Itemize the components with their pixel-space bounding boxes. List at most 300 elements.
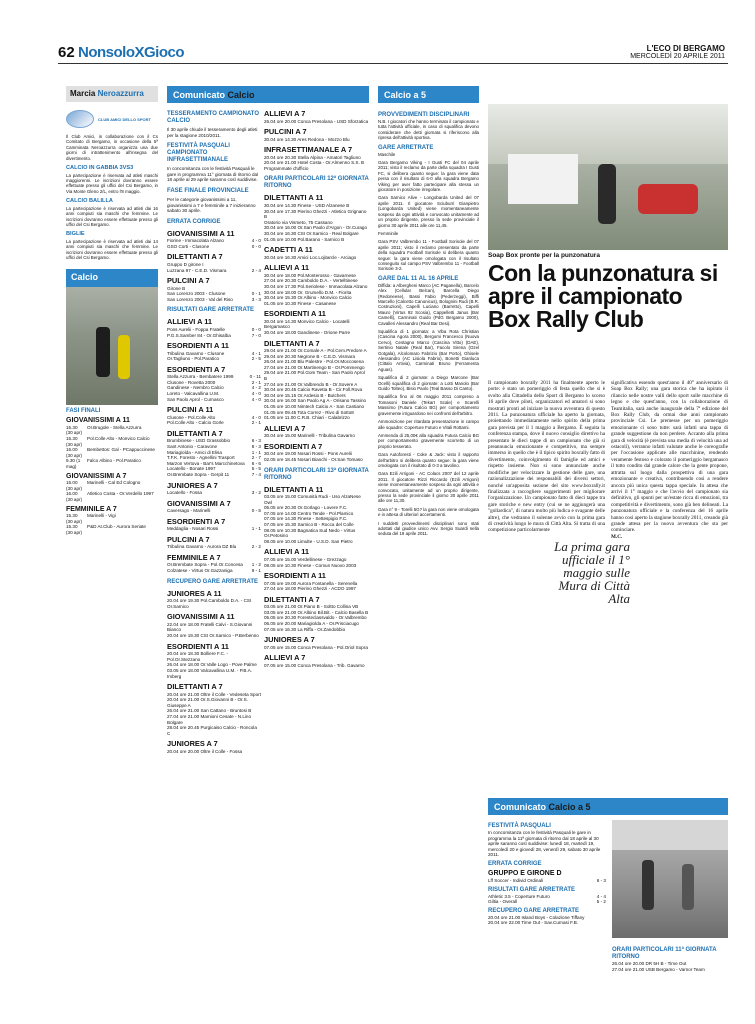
text-line: 20.04 ore 20.30 Stella Alpina - Amatori Tagliuno (264, 154, 361, 160)
text-line: 27.04 ore 21.00 Or.Valbrendo B - Or.Sovere A (264, 381, 358, 387)
text-line: 27.04 ore 21.00 Or.Martinengo B - Or.Pommengo (264, 364, 365, 370)
box-head-orari: ORARI PARTICOLARI 11ª GIORNATA RITORNO (612, 947, 717, 960)
match-row (66, 436, 158, 447)
result-teams: T.F.K. Foresto - Agnellini Trasport (167, 455, 235, 461)
match-time: 15.30 (30 apr) (66, 436, 83, 447)
fasi-finali-title: FASI FINALI (66, 407, 101, 414)
text-line: Gruppo D girone I (167, 261, 204, 267)
result-teams: Or.Tagliuno - Pol.Paratico (167, 356, 220, 362)
calcio-label: Calcio (227, 89, 255, 100)
text-line: Per le categorie giovanissimi a 11, giovanissimi a 7 e femminile a 7 inizieranno sabato 30 aprile. (167, 196, 256, 214)
marcia-title-b: Neroazzurra (97, 89, 144, 99)
section-heading: TESSERAMENTO CAMPIONATO CALCIO (167, 111, 260, 124)
result-score: 6 - 6 (251, 460, 261, 466)
comunicato-calcio5-bar (488, 798, 728, 815)
section-heading: ERRATA CORRIGE (167, 218, 221, 225)
result-row (488, 899, 606, 905)
result-row (167, 472, 261, 478)
photo-person (598, 164, 616, 224)
text-line: 20.04 ore 19.30 Pol.Camboldo D.A. - CSI Or.Sarnico (167, 598, 252, 609)
box-head-risultati: RISULTATI GARE ARRETRATE (488, 886, 575, 893)
text-line: In concomitanza con le festività Pasquali le gare in programma 11° giornata di ritorno dal 18 aprile al 29 aprile saranno così suddivise. (167, 166, 259, 183)
text-line: 27.04 ore 21.00 Mamioni Cesate - N.Lino Bolgare (167, 713, 252, 725)
box-head-errata: ERRATA CORRIGE (488, 860, 542, 867)
result-teams: Colzatese - Virtus Or.Gazzaniga (167, 568, 233, 574)
result-row (167, 297, 261, 303)
result-teams: Clusone - Rovetta 2000 (167, 379, 216, 385)
text-line: 27.04 ore 20.30 Camboldo D.A. - Vertelltinese (264, 278, 358, 284)
result-score: 8 - 3 (251, 444, 261, 450)
category-title: GIOVANISSIMI A 11 (66, 417, 130, 425)
category-title: PULCINI A 7 (167, 276, 210, 286)
result-teams: Sant Antonio - Caravone (167, 444, 218, 450)
para-gabbia: La partecipazione è riservata ad atleti maschi maggiorenni. Le iscrizioni dovranno essere effettuate presso gli uffici del Csi Bergamo, in Via Monte Gleno 2/L, entro l'8 maggio. (66, 172, 158, 194)
text-line: 26.04 ore 18.00 Or.Valle Logo - Pove Palme (167, 662, 257, 668)
result-teams: San Paolo Aprol - Curnasco (167, 396, 224, 402)
marcia-intro: Il Club Amici, in collaborazione con il Cs Comitato di Bergamo, in occasione della 5ª Camminata Neroazzurra organizza una due giorni di intrattenimento all'insegna del divertimento. (66, 134, 158, 161)
category-title: JUNIORES A 11 (167, 588, 222, 598)
text-line: 30.04 ore 17.30 Pol.Seriolese - Immacolata Alzano (264, 283, 368, 289)
section-heading: FESTIVITÀ PASQUALI CAMPIONATO INFRASETTIMANALE (167, 143, 230, 164)
result-score: 4 - 1 (251, 350, 261, 356)
category-title: ALLIEVI A 7 (264, 423, 306, 433)
article-signature: M.C. (611, 533, 623, 540)
text-line: 05.05 ore 20.30 Foresteclassvaldo - Or.Valbrembo (264, 615, 367, 621)
result-teams: Fiorine - Immacolata Alzano (167, 238, 224, 244)
result-score: 4 - 0 (251, 238, 261, 244)
section-heading: GARE DAL 11 AL 16 APRILE (378, 275, 459, 282)
text-paragraph: Maschile (378, 151, 396, 157)
result-row (488, 878, 606, 884)
text-line: 30.04 ore 18.00 Or. Grumello D.M. - Fiorita (264, 289, 352, 295)
text-line: 27.04 ore 18.00 Pierino Ghezzi - ACDO 1997 (264, 586, 356, 592)
player-figure (96, 327, 110, 377)
category-title: GIOVANISSIMI A 11 (167, 228, 235, 238)
text-line: 30.04 ore 15.30 Or.Albino - Monvico Calcio (264, 295, 352, 301)
match-time: 16.00 (30 apr) (66, 491, 83, 502)
category-title: GIOVANISSIMI A 7 (66, 472, 127, 480)
text-line: 07.05 ore 14.30 Finese - Settespigio F.C. (264, 516, 348, 522)
section-heading: RISULTATI GARE ARRETRATE (167, 307, 254, 314)
text-line: 01.05 ore 11.00 C.R.B. Chiari - Calabrizzo (264, 415, 350, 421)
text-line: 20.04 ore 21.00 Hotel Costa - Or.Almenno S.S. B (264, 160, 365, 166)
text-line: Girone B (167, 285, 186, 291)
text-line: 07.05 ore 15.00 Verdellinese - Grezzago (264, 556, 347, 562)
result-teams: Brumbinese - USD Grassobbio (167, 438, 231, 444)
category-title: PULCINI A 7 (167, 534, 210, 544)
result-score: 4 - 0 (251, 396, 261, 402)
text-line: 03.05 ore 15.00 Comunità Rudi - Uso AlzaNese Owl (264, 494, 361, 505)
section-heading: PROVVEDIMENTI DISCIPLINARI (378, 112, 470, 118)
text-paragraph: Gara Bergamo Viking - I Gusti FC del 04 aprile 2011; visto il reclamo da parte della squadra I Gusti FC, si delibera quanto segue: la gara viene data persa con il risultato di 6-0 alla squadra Bergamo Viking per aver fatto partecipare alla stessa un giocatore in posizione irregolare. (378, 160, 479, 193)
result-score: 0 - 0 (251, 243, 261, 249)
category-title: JUNIORES A 7 (167, 739, 218, 749)
calcio-photo (66, 287, 158, 405)
calcio-photo-title: Calcio (66, 269, 158, 287)
match-teams: Atletico Costa - Or.Verdello 1997 (87, 491, 154, 497)
result-row (167, 568, 261, 574)
comunicato-calcio-bar (167, 86, 369, 103)
result-score: 4 - 0 (251, 391, 261, 397)
result-score: 7 - 0 (251, 332, 261, 338)
result-teams: Marzon Vertova - Bar's Marcchinetova (167, 460, 245, 466)
category-title: INFRASETTIMANALE A 7 (264, 145, 353, 155)
photo-caption: Soap Box pronte per la punzonatura (488, 252, 600, 259)
result-score: 6 - 3 (596, 877, 606, 883)
header-rule (58, 63, 728, 64)
text-line: Il 30 aprile chiude il tesseramento degli atleti per la stagione 2010/2011. (167, 127, 258, 138)
orari-line: 26.04 ore 20.00 DR 5H B - Time Out (612, 961, 687, 966)
result-score: 3 - 2 (251, 490, 261, 496)
result-teams: Mariagiolda - Amici di Elisa (167, 449, 222, 455)
subhead-balilla: CALCIO BALILLA (66, 198, 113, 205)
text-line: 03.05 ore 18.00 Valcavallina U.M. - P.B.A. Imberg (167, 667, 253, 679)
marcia-title (66, 86, 158, 102)
result-teams: Lff Soccer - Individ Ordinali (488, 877, 544, 883)
match-row (66, 480, 158, 491)
result-teams: GSO Corti - Clusone (167, 243, 210, 249)
result-row (167, 490, 261, 496)
category-title: CADETTI A 11 (264, 245, 313, 255)
text-line: 30.04 ore 19.00 Nosari Rossi - Pons Aurelii (264, 451, 352, 457)
subhead-biglie: BIGLIE (66, 231, 85, 238)
match-teams: Falco Albino - Pol.Paratico (87, 458, 141, 464)
pull-quote: La prima gara ufficiale il 1° maggio sulle Mura di Città Alta (554, 539, 630, 606)
text-line: 08.05 ore 10.30 Finese - Comun Nuovo 2003 (264, 562, 357, 568)
text-line: 26.04 ore 20.00 Conca Presolana - USD Sforzatica (264, 118, 369, 124)
text-line: 08.05 ore 10.00 Limulte - U.S.D. San Pietro (264, 538, 353, 544)
text-line: 30.04 ore 16.30 Amici Loc.Lojitarcle - Arciago (264, 254, 357, 260)
result-score: 0 - 0 (251, 326, 261, 332)
text-paragraph: Ammonizione per ritardata presentazione in campo alle squadre: Coperture Futuro e Vitali Rottami. (378, 419, 479, 430)
comunicato-label: Comunicato (173, 89, 226, 100)
section-heading: ORARI PARTICOLARI 12ª GIORNATA RITORNO (264, 176, 369, 190)
text-line: 20.04 ore 18.30 Bolliere F.C. - Pol.Or.Stezzano (167, 651, 229, 662)
category-title: ESORDIENTI A 11 (167, 341, 229, 351)
text-line: 01.05 ore 10.00 Pol.Barano - Sarnico B (264, 236, 345, 242)
result-score: 2 - 4 (251, 267, 261, 273)
comunicato-calcio5-box (488, 798, 728, 978)
text-line: 30.04 ore 18.00 Gandinese - Orione Parre (264, 329, 351, 335)
result-row (167, 397, 261, 403)
text-paragraph: Gara Sarnico Alive - Longobarda United del 07 aprile 2011. Il giocatore Sciuburri Gianpietro (Longobarda United) viene momentaneamente sospeso da ogni attività e convocato unitamente ad un proprio dirigente, presso la sede provinciale il giorno 30 aprile 2011 alle ore 11,45. (378, 195, 479, 228)
text-line: 07.05 ore 15.00 Conca Presolana - Pol.Oriol Sopra (264, 644, 368, 650)
category-title: ESORDIENTI A 7 (167, 516, 226, 526)
calcio5-column (378, 108, 479, 540)
text-line: 26.04 ore 21.00 Blu Palestre - Pol.Or.Moccosena (264, 359, 364, 365)
category-title: ALLIEVI A 11 (264, 263, 310, 273)
text-line: 07.05 ore 16.30 La Riffa - Or.Zandobbio (264, 626, 346, 632)
match-time: 15.00 (30 apr) (66, 480, 83, 491)
result-teams: Tribulina Gavarno - Clusone (167, 350, 225, 356)
category-title: GIOVANISSIMI A 7 (167, 498, 231, 508)
fasi-finali-list (66, 418, 158, 535)
result-score: 1 - 1 (251, 526, 261, 532)
category-title: JUNIORES A 7 (167, 480, 218, 490)
result-score: 5 - 5 (251, 466, 261, 472)
text-line: 01.05 ore 10.00 Nimtech Calcio A - San Cantiano (264, 404, 365, 409)
text-paragraph: Gara n° 9 - Torelli 5G? la gara non viene omologata e in attesa di ulteriori accertamenti. (378, 506, 479, 518)
match-row (66, 513, 158, 524)
result-score: 1 - 1 (251, 449, 261, 455)
category-title: PULCINI A 11 (167, 405, 214, 415)
text-line: 03.05 ore 21.00 Or.Albino Bil.Bit. - Calcio Basella B (264, 609, 369, 615)
para-biglie: La partecipazione è riservata ad atleti dai 14 anni compiuti sia maschi che femmine. Le iscrizioni dovranno essere effettuate presso gli uffici del Csi Bergamo. (66, 239, 158, 261)
text-line: 30.04 ore 18.00 Pol.Monterosso - Gavarnese (264, 272, 356, 278)
section-name: NonsoloXGioco (78, 44, 184, 61)
category-title: ALLIEVI A 11 (264, 547, 310, 557)
text-line: 30.04 ore 16.00 Or.San Paolo d'Argon - Or.Curago (264, 225, 368, 231)
result-score: 7 - 4 (251, 472, 261, 477)
box-head-recupero: RECUPERO GARE ARRETRATE (488, 907, 580, 914)
match-row (66, 491, 158, 502)
category-title: ALLIEVI A 7 (264, 653, 306, 663)
text-paragraph: Gara PSV Valbrembo 11 - Football Sorisole del 07 aprile 2011; visto il reclamo presentato da parte della squadra Football Sorisole si delibera quanto segue: la gara viene omologata con il risultato conseguito sul campo PSV Valbrembo 11 - Football Sorisole 3-2. (378, 239, 479, 272)
soap-box-photo (488, 104, 728, 250)
result-teams: Meddaglia - Nosari Rossi (167, 526, 219, 532)
text-line: 30.04 ore 15.15 Or.Ardesio B - Butchers (264, 392, 346, 398)
text-line: 30.04 ore 14.30 Monvico Calcio - Locatelli Bergamasco (264, 318, 350, 330)
result-score: 5 - 2 (596, 899, 606, 905)
result-score: 6 - 3 (251, 438, 261, 444)
text-paragraph: Diffida: a Albergheni Marco (AC Paganella), Barcelo Alex (Cellular Belcan), Barcella Diego (Redoneese), Bassi Fabio (Pederzeggi), Biffi Marcello (Calcetto Canonicus), Bolognini Rudi (B.R. Costruzioni), Capelli Luciano (Barretto), Capelli Mauro (Virtus 92 Scosia), Cappelletti Janus (Bar Camelli), Carminati Guido (PdG Bergamo 2000), Cavalleri Alessandro (Real Bar Desi). (378, 282, 479, 326)
match-teams: Marinelli - Vigi (87, 513, 116, 519)
category-title: ESORDIENTI A 11 (264, 571, 326, 581)
comunicato-col-2 (264, 106, 369, 668)
club-logo (66, 108, 158, 130)
text-line: 07.05 ore 14.00 Centro Tende - Pol.Plamico (264, 510, 354, 516)
subhead-gabbia: CALCIO IN GABBIA 3VS3 (66, 165, 134, 172)
result-teams: Locatello - Bonate 1997 (167, 466, 216, 472)
result-teams: Gandinese - Nembro Calcio (167, 385, 224, 391)
category-title: FEMMINILE A 7 (66, 505, 117, 513)
match-teams: P&D At.Club - Aurora Seriate (87, 524, 146, 530)
result-score: 4 - 2 (251, 385, 261, 391)
result-teams: San Lorenzo 2003 - Clusone (167, 291, 226, 297)
text-paragraph: Squalifica di 2 giornate: a Diego Marcone (Bar Ocelli) squalifica di 2 giornate: a Lotti Manolo (Bar Guido Tolteo), Bisio Paolo (Teal Basso Di Canto). (378, 375, 479, 392)
result-row (167, 526, 261, 532)
category-title: DILETTANTI A 7 (167, 682, 223, 692)
result-row (167, 420, 261, 426)
match-teams: Or.Brugole - Stella Azzurra (87, 424, 142, 430)
text-line: 30.04 ore 14.30 Ares Redona - Mozzo Blu (264, 136, 350, 142)
box-right-text (612, 944, 728, 972)
club-logo-text: CLUB AMICI DELLO SPORT (98, 116, 151, 122)
article-col-2-wrap (611, 380, 728, 540)
match-time: 15.30 (30 apr) (66, 424, 83, 436)
category-title: ESORDIENTI A 11 (264, 309, 326, 319)
orari-line: 27.04 ore 21.00 USB Bergamo - Varnor Team (612, 966, 705, 972)
recupero-line: 20.04 ore 21.00 Island Boys - Colazione Tiffany (488, 914, 585, 920)
category-title: GIOVANISSIMI A 11 (167, 612, 235, 622)
calcio5-photo (612, 820, 728, 938)
category-title: ESORDIENTI A 7 (264, 441, 323, 451)
left-column (66, 86, 158, 536)
para-balilla: La partecipazione è riservata ad atleti dai 16 anni compiuti sia maschi che femmine. Le iscrizioni dovranno essere effettuate presso gli uffici del Csi Bergamo. (66, 205, 158, 228)
text-line: 06.05 ore 20.00 Mariagiolda A - Or.Prisciacugo (264, 621, 359, 627)
category-title: PULCINI A 7 (264, 127, 307, 137)
text-line: 01.05 ore 09.45 Tota Correz - Rivo di Sotto8 (264, 409, 354, 415)
photo-soapbox (638, 184, 698, 214)
text-line: 30.04 ore 15.00 Marinelli - Tribulina Gavarno (264, 433, 355, 439)
result-row (167, 508, 261, 514)
result-score: 2 - 2 (251, 544, 261, 550)
match-row (66, 524, 158, 535)
result-teams: Pol.Colle Alto - Calcio Gorle (167, 420, 224, 426)
result-teams: Luzzana 97 - C.E.D. Vismara (167, 267, 227, 273)
result-teams: P.G.S.Samber 84 - Or.Ghisalba (167, 332, 231, 338)
photo-wall (612, 820, 728, 850)
result-score: 2 - 1 (251, 379, 261, 385)
box-text-festivita: In concomitanza con le festività Pasquali le gare in programma la 11ª giornata di ritorno dal 18 aprile al 30 aprile saranno così suddivise: lunedì 18, martedì 19, mercoledì 20 e giovedì 28, venerdì 29, sabato 30 aprile 2011. (488, 830, 601, 858)
category-title: DILETTANTI A 7 (167, 428, 223, 438)
text-paragraph: N.B. I giocatori che hanno terminato il campionato e tutta l'attività ufficiale, in caso di squalifica devono considerare che detti giornata si riferiscono alla ripresa dell'attività sportiva. (378, 119, 479, 141)
result-teams: Or.Brembate Sopra - Gerpit 11 (167, 472, 230, 477)
comunicato-col-1 (167, 106, 261, 754)
category-title: DILETTANTI A 11 (264, 484, 324, 494)
page-header (0, 0, 755, 70)
result-row (167, 356, 261, 362)
result-teams: San Lorenzo 2003 - Val del Riso (167, 296, 233, 302)
text-line: 20.04 ore 20.00 Oltre il Colle - Fossa (167, 748, 243, 754)
result-teams: Loreto - Valcavallina U.M. (167, 391, 220, 397)
text-paragraph: Gara Autoforesti - Coke & Jack: visto il rapporto dell'arbitro si delibera quanto segue: la gara viene omologata con il risultato di 0-3 a tavolino. (378, 452, 479, 468)
text-paragraph: Ammenda di 25,00€ alla squadra Futura Calcio BG per comportamento gravemente scorretto di un proprio tesserato. (378, 432, 479, 449)
text-line: 20.04 ore 21.00 Oltre il Colle - Vedeseta Sport (167, 691, 261, 697)
text-paragraph: Squalifica di 1 giornata: a Viba Rota Christian (Cascina Agora 2000), Bergomi Francesco (Nuova Cervo), Cestagno Marco (Cascina Vitto) (DAE), Sertinio Natale (Real Bar), Facolo Sirena (Ozel Gotgala), Alcolomaro Fabrizio (Bar Porto), Ghisele Alessandro (AC Lisiola Fabrio), Bonetti Gianluca (Cittalo Artivia), Carminati Bruno (Ferramenta Aguas). (378, 329, 479, 372)
box-left-text (488, 820, 606, 926)
result-score: 0 - 1 (251, 291, 261, 297)
result-score: 2 - 7 (251, 455, 261, 461)
text-paragraph: I suddetti provvedimenti disciplinari sono stati adottati dal giudice unico Avv. Sergio Suardi nella seduta del 19 aprile 2011. (378, 520, 479, 537)
calcio5-bar: Calcio a 5 (378, 86, 479, 103)
recupero-line: 20.04 ore 22.00 Time Out - Sav.Curnasi F.B. (488, 920, 579, 926)
marcia-title-a: Marcia (70, 89, 96, 99)
result-teams: Clusone - Pol.Colle Alto (167, 414, 216, 420)
text-line: 05.05 ore 20.30 Or.Gorlago - Lovere F.C. (264, 505, 348, 511)
result-row (167, 333, 261, 339)
article-col-2: significativa essendo quest'anno il 40° anniversario di Soap Box Rally; una gara storica che ha ispirato il rilancio nelle nostre valli dello sport sulle macchine di legno e che quest'anno, con la collaborazione di Teamitalia, sarà anche inaugurale della 7ª edizione del Box Rally Club, da ormai due anni campionato provinciale Csi. Le premesse per un pomeriggio emozionante ci sono tutte: sarà infatti una tappa di grande suggestione da non perdere. Accanto alla prima gara di velocità (è prevista una media di velocità una ad ostacoli), verranno infatti valutate anche le coreografie per l'occasione applicate alle macchinine, rendendo veramente festoso e colorato il pomeriggio bergamasco il tutto condito dal grande calore che la gente propone, attratta sul luogo dalla prospettiva di una gara emozionante e creativa, contribuendo così a rendere ancora più unica questa tappa speciale. In attesa che arrivi il 1° maggio e che l'avvio del campionato sia definitivo, gli spunti per un'estate ricca di emozioni, tra competitività e divertimento, sono già ben delineati. La punzonatura ufficiale e la conferenza del 16 aprile hanno così aperto la stagione boxrally 2011, creando già grande attesa per la nuova avventura che sta per cominciare. (611, 380, 728, 534)
match-teams: Bembettos: Gal - PCappuccinese (87, 447, 155, 453)
result-teams: Caversago - Marinelli (167, 508, 211, 514)
result-teams: Giltia - Overall (488, 899, 518, 905)
box-round-gruppo: GRUPPO E GIRONE D (488, 869, 562, 877)
result-row (167, 544, 261, 550)
match-teams: Marinelli - Cal Ed Cologno (87, 480, 141, 486)
category-title: DILETTANTI A 7 (264, 594, 320, 604)
text-line: 22.04 ore 18.00 Fratelli Calvi - S.Giovanni Bianco (167, 621, 253, 633)
result-score: 2 - 5 (251, 356, 261, 362)
text-line: 29.04 ore 21.00 Pol.Gom Team - San Paolo Aprol B (264, 370, 365, 382)
text-line: 28.04 ore 20.45 Purgicaiso Calcio - Roncola C (167, 725, 257, 736)
text-line: 29.04 ore 20.30 Negrone B - C.E.D. Vismara (264, 353, 356, 359)
result-score: 4 - 4 (596, 893, 606, 899)
photo-player (682, 864, 694, 910)
text-line: 30.04 ore 16.30 CSI Or.Sarnico - Real Bolgare (264, 230, 359, 236)
text-line: 30.04 ore 20.45 Calcio Ravetta B - Cir.Foll.Rova (264, 387, 363, 393)
match-time: 15.30 (30 apr) (66, 524, 83, 535)
text-line: 30.04 ore 17.30 Pierino Ghezzi - Atletico Grignano B (264, 208, 367, 220)
photo-tent (508, 154, 578, 204)
text-line: 03.05 ore 21.00 Or.Piano B - Soltto Collina VB (264, 604, 359, 610)
result-score: 1 - 2 (251, 562, 261, 568)
result-score: 0 - 5 (251, 508, 261, 514)
box-comunicato-label: Comunicato (494, 801, 547, 812)
result-score: 9 - 1 (251, 568, 261, 574)
match-time: 16.00 (30 apr) (66, 447, 83, 458)
result-teams: Locatello - Fossa (167, 490, 202, 496)
text-paragraph: Squalifica fino al 06 maggio 2011 compreso a Tomasoni Daniele (Tekart Scale) e Scarelli Massimo (Futura Calcio BG) per comportamento gravemente irriguardoso nei confronti dell'arbitro. (378, 394, 479, 416)
text-line: 30.04 ore 14.30 Finese - USD Alzanese B (264, 202, 350, 208)
match-time: 15.30 (30 apr) (66, 513, 83, 524)
result-teams: Athletic 3.5 - Coperture Futuro (488, 893, 550, 899)
result-teams: Tribulina Gavarno - Aurora DZ Blu (167, 544, 237, 550)
text-line: 29.04 ore 21.00 Or.Comale A - Pol.Cem.Predore A (264, 348, 367, 354)
text-paragraph: Femminile (378, 230, 399, 236)
box-head-festivita: FESTIVITÀ PASQUALI (488, 823, 551, 829)
category-title: ESORDIENTI A 7 (167, 364, 226, 374)
article-col-1: Il campionato boxrally 2011 ha finalmente aperto le porte: è stato un pomeriggio di festa quello che si è svolto alla Cittadella dello Sport di Bergamo lo scorso 16 aprile dove piloti, organizzatori ed amatori si sono mostrati pronti ad iniziare la nuova avventura di questo 2011. La punzonatura ufficiale ha aperto la giornata, proiettando immediatamente nello spirito della prima gara prevista per il 1 maggio a Bergamo. È seguita la conferenza stampa, dove il nuovo consiglio direttivo ha presentato le dieci tappe di un campionato che già si preannuncia emozionante e competitivo, ma sempre immerso in quello che è il tipico spirito boxrally fatto di divertimento, coinvolgimento di famiglie ed amici e rispetto insieme. Non si sono annunciate anche modifiche per velocizzare la gestione delle gare, una razionalizzazione dei responsabili dei diversi settori, nonché un'apposita sezione del sito www.boxrally.it finalizzata a raccogliere suggerimenti per migliorare l'organizzazione. Un campionato fatto di dieci tappe tra gare storiche e new entry (cui se ne aggiungerà una "gollardica", di natura molto più ludica e svagante delle altre), che vedranno il solenne avvio con la prima gara di creatività lungo le mura di Città Alta. Si tratta di una competizione particolarmente (488, 380, 605, 534)
text-line: 30.04 ore 16.00 San Paolo Ag A - Orisano Tassino (264, 398, 367, 404)
box-calcio5-label: Calcio a 5 (548, 801, 591, 812)
player-figure (118, 335, 130, 379)
section-heading: ORARI PARTICOLARI 13ª GIORNATA RITORNO (264, 467, 369, 481)
category-title: DILETTANTI A 7 (167, 252, 223, 262)
text-line: Oratorio via Vismeto, 75 Cassano (264, 219, 333, 225)
text-line: 01.05 ore 10.30 Finese - Casanese (264, 300, 337, 306)
category-title: ESORDIENTI A 11 (167, 641, 229, 651)
result-row (167, 244, 261, 250)
match-row (66, 458, 158, 469)
text-line: 07.05 ore 19.00 Aurora Fontanella - Serenella (264, 580, 358, 586)
result-row (167, 268, 261, 274)
text-line: 26.04 ore 21.00 San Cattano - Bruntosi B (167, 708, 252, 714)
category-title: ALLIEVI A 11 (167, 317, 213, 327)
text-line: 07.05 ore 15.30 Sarnico B - Rocca del Colle (264, 522, 354, 528)
match-teams: Pol.Colle Alto - Monvico Calcio (87, 436, 150, 442)
result-teams: Pons Aurelii - Foppa Fratelle (167, 326, 225, 332)
text-line: 20.04 ore 19.30 CSI Or.Sarnico - P.Berbenno (167, 633, 259, 639)
text-line: 02.05 ore 18.45 Nosari Bianchi - Or.San Tomaso (264, 456, 363, 462)
category-title: DILETTANTI A 11 (264, 193, 324, 203)
club-logo-icon (66, 110, 94, 128)
result-score: 4 - 0 (251, 414, 261, 420)
newspaper-name: L'ECO DI BERGAMO (646, 44, 725, 53)
issue-date: MERCOLEDÌ 20 APRILE 2011 (630, 53, 725, 60)
result-score: 2 - 1 (251, 420, 261, 426)
match-time: 9.30 (1 mag) (66, 458, 81, 470)
category-title: FEMMINILE A 7 (167, 552, 221, 562)
match-row (66, 425, 158, 436)
section-heading: GARE ARRETRATE (378, 144, 434, 151)
article-headline: Con la punzonatura si apre il campionato Box Rally Club (488, 260, 718, 332)
section-heading: FASE FINALE PROVINCIALE (167, 187, 249, 194)
text-line: 20.04 ore 21.00 Or.S.Giovanni B - Or.S. Giuseppe A (167, 697, 248, 708)
page-number: 62 (58, 44, 75, 61)
match-row (66, 447, 158, 458)
category-title: JUNIORES A 7 (264, 635, 315, 645)
result-score: 3 - 3 (251, 296, 261, 302)
result-teams: Or.Brembate Sopra - Pol.Or.Concesa (167, 562, 243, 568)
result-score: 0 - 11 (249, 374, 261, 380)
text-line: 08.05 ore 10.30 Bagnatica Sud Nedo - Virtus Or.Petosino (264, 527, 356, 539)
category-title: DILETTANTI A 7 (264, 338, 320, 348)
masthead (630, 45, 725, 61)
text-line: Programmate d'ufficio (264, 165, 309, 171)
photo-player (642, 860, 654, 910)
text-paragraph: Gara Ezili Arrigoni - AC Colacs 2007 del 12 aprile 2011. Il giocatore Rizzi Riccardo (Ezili Arrigoni) viene momentaneamente sospeso da ogni attività e convocato, unitamente ad un proprio dirigente, presso la sede provinciale il giorno 30 aprile 2011 alle ore 11,30. (378, 471, 479, 504)
section-heading: RECUPERO GARE ARRETRATE (167, 578, 259, 585)
